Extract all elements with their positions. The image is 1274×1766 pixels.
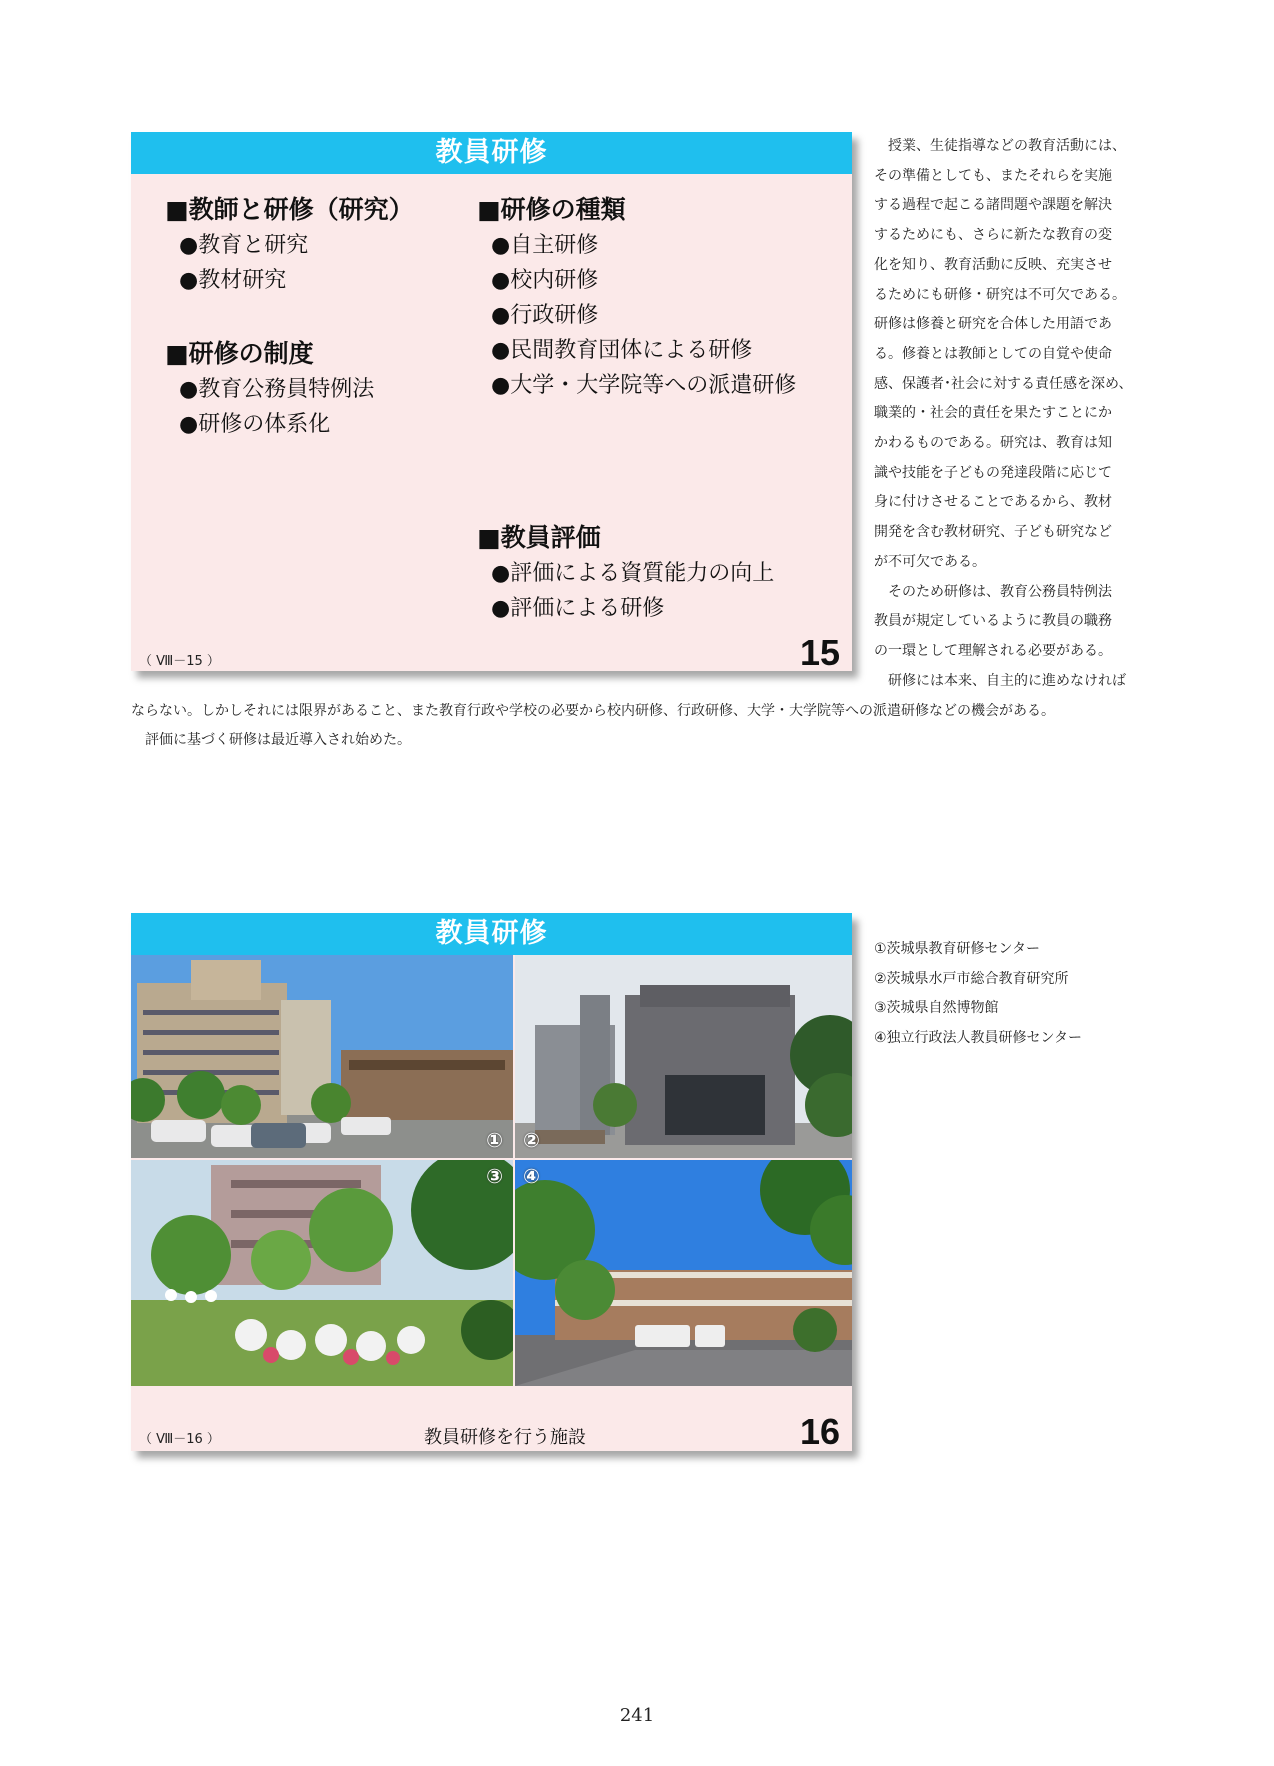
body-text-line: 評価に基づく研修は最近導入され始めた。 [131, 732, 411, 748]
section-heading: ■教師と研修（研究） [165, 195, 414, 224]
slide-title: 教員研修 [131, 132, 852, 174]
photo-number-mark: ① [486, 1128, 503, 1152]
body-text-line: するためにも、さらに新たな教育の変 [874, 227, 1112, 244]
body-text-line: 身に付けさせることであるから、教材 [874, 494, 1112, 511]
body-text-line: 教員が規定しているように教員の職務 [874, 613, 1112, 630]
slide-number: 16 [799, 1411, 840, 1452]
body-text-line: する過程で起こる諸問題や課題を解決 [874, 197, 1112, 214]
body-text-line: ならない。しかしそれには限界があること、また教育行政や学校の必要から校内研修、行政研修、大学・大学院等への派遣研修などの機会がある。 [131, 703, 1055, 719]
section-heading: ■教員評価 [477, 523, 601, 552]
slide-title: 教員研修 [131, 913, 852, 955]
photo-education-center [131, 955, 513, 1158]
slide-16 [131, 913, 852, 1451]
section-item: ●教育公務員特例法 [179, 377, 375, 402]
body-text-line: 識や技能を子どもの発達段階に応じて [874, 464, 1112, 481]
slide-reference: （ Ⅷ－15 ） [139, 654, 220, 669]
body-text-line: そのため研修は、教育公務員特例法 [874, 583, 1112, 600]
body-text-line: 授業、生徒指導などの教育活動には、 [874, 138, 1126, 154]
photo-teacher-training-center [515, 1160, 852, 1386]
section-item: ●評価による資質能力の向上 [491, 561, 775, 586]
photo-research-institute [515, 955, 852, 1158]
body-text-line: 研修は修養と研究を合体した用語であ [874, 316, 1112, 333]
park-photo-image [131, 1160, 513, 1386]
photo-number-mark: ③ [486, 1164, 503, 1188]
slide-15 [131, 132, 852, 671]
building-photo-image [515, 1160, 852, 1386]
section-item: ●大学・大学院等への派遣研修 [491, 373, 797, 398]
body-text-line: その準備としても、またそれらを実施 [874, 167, 1112, 184]
section-item: ●自主研修 [491, 233, 599, 258]
body-text-line: かわるものである。研究は、教育は知 [874, 435, 1112, 452]
section-training-types [477, 192, 796, 403]
body-text-line: 化を知り、教育活動に反映、充実させ [874, 256, 1112, 273]
facility-item: ①茨城県教育研修センター [874, 941, 1040, 957]
facility-item: ②茨城県水戸市総合教育研究所 [874, 970, 1069, 987]
body-text-column [874, 132, 1149, 696]
body-text-line: る。修養とは教師としての自覚や使命 [874, 345, 1112, 362]
section-item: ●教材研究 [179, 268, 287, 293]
slide-reference: （ Ⅷ－16 ） [139, 1432, 220, 1447]
building-photo-image [515, 955, 852, 1158]
section-teacher-evaluation [477, 520, 774, 626]
section-item: ●行政研修 [491, 303, 599, 328]
section-item: ●研修の体系化 [179, 412, 331, 437]
section-heading: ■研修の制度 [165, 339, 314, 368]
page-number: 241 [619, 1705, 655, 1726]
section-item: ●教育と研究 [179, 233, 309, 258]
body-text-line: 感、保護者･社会に対する責任感を深め、 [874, 375, 1133, 392]
body-text-line: 職業的・社会的責任を果たすことにか [874, 405, 1112, 422]
facility-list [874, 935, 1082, 1053]
facility-item: ④独立行政法人教員研修センター [874, 1029, 1082, 1046]
body-text-line: 研修には本来、自主的に進めなければ [874, 672, 1126, 689]
facility-item: ③茨城県自然博物館 [874, 1000, 999, 1016]
building-photo-image [131, 955, 513, 1158]
photo-number-mark: ② [523, 1128, 540, 1152]
body-text-line: 開発を含む教材研究、子ども研究など [874, 524, 1112, 541]
section-item: ●校内研修 [491, 268, 599, 293]
section-item: ●評価による研修 [491, 596, 665, 621]
photo-nature-museum [131, 1160, 513, 1386]
body-text-line: るためにも研修・研究は不可欠である。 [874, 286, 1126, 303]
photo-number-mark: ④ [523, 1164, 540, 1188]
section-training-system [165, 336, 374, 442]
section-teacher-research [165, 192, 414, 298]
body-text-line: の一環として理解される必要がある。 [874, 642, 1112, 659]
body-text-line: が不可欠である。 [874, 553, 986, 570]
slide-number: 15 [799, 632, 840, 673]
photos-caption: 教員研修を行う施設 [424, 1427, 586, 1448]
section-heading: ■研修の種類 [477, 195, 626, 224]
section-item: ●民間教育団体による研修 [491, 338, 753, 363]
